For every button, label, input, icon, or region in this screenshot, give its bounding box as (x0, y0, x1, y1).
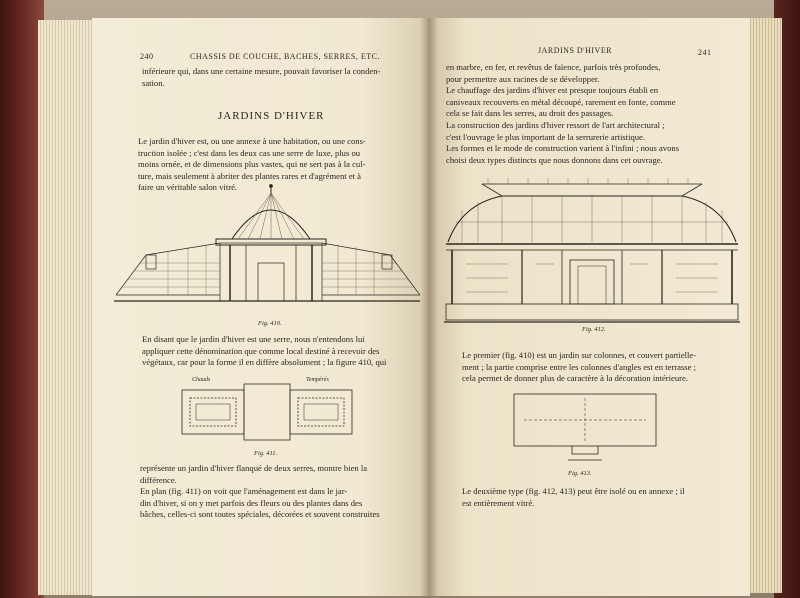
text-line: Le deuxième type (fig. 412, 413) peut être isolé ou en annexe ; il (462, 486, 685, 496)
plan-label-chauds: Chauds (192, 377, 211, 383)
left-running-head: CHASSIS DE COUCHE, BACHES, SERRES, ETC. (190, 52, 380, 61)
text-line: moins ornée, et de dimensions plus vastes, qui ne sert pas à la cul- (138, 159, 366, 170)
floor-plan-fig413 (510, 390, 660, 466)
text-line: din d'hiver, si on y met parfois des fleurs ou des plantes dans des (140, 497, 363, 508)
fig411-caption: Fig. 411. (254, 450, 278, 457)
right-page (428, 18, 750, 596)
section-title: JARDINS D'HIVER (218, 110, 325, 122)
text-line: c'est l'ouvrage le plus important de la serrurerie artistique. (446, 131, 646, 142)
text-line: Le chauffage des jardins d'hiver est presque toujours établi en (446, 85, 659, 96)
floor-plan-fig411 (180, 376, 356, 448)
text-line: végétaux, car pour la forme il en diffère absolument ; la figure 410, qui (142, 357, 387, 368)
fig410-caption: Fig. 410. (258, 320, 282, 327)
fig413-caption: Fig. 413. (568, 470, 592, 477)
plan-label-temperes: Tempérés (306, 377, 329, 383)
text-line: pour permettre aux racines de se développer. (446, 73, 600, 84)
right-running-head: JARDINS D'HIVER (538, 46, 613, 55)
text-line: représente un jardin d'hiver flanqué de deux serres, montre bien la (140, 463, 368, 473)
fig412-caption: Fig. 412. (582, 326, 606, 333)
right-paragraph-2 (462, 350, 738, 385)
left-page-number: 240 (140, 52, 154, 61)
text-line: En disant que le jardin d'hiver est une serre, nous n'entendons lui (142, 334, 365, 344)
text-line: choisi deux types distincts que nous donnons dans cet ouvrage. (446, 154, 663, 165)
left-intro (142, 66, 417, 89)
text-line: inférieure qui, dans une certaine mesure, pouvait favoriser la conden- (142, 66, 381, 76)
text-line: bâches, celles-ci sont toutes spéciales, décorées et souvent construites (140, 509, 380, 520)
text-line: faire un véritable salon vitré. (138, 182, 238, 193)
text-line: appliquer cette dénomination que comme local destiné à recevoir des (142, 345, 380, 356)
greenhouse-engraving-fig412 (442, 174, 742, 336)
page-edges-right (748, 18, 782, 593)
text-line: cela se fait dans les serres, au droit des passages. (446, 108, 614, 119)
text-line: en marbre, en fer, et revêtus de faïence, parfois très profondes, (446, 62, 661, 72)
left-paragraph-2 (142, 334, 420, 369)
page-edges-left (38, 20, 98, 595)
right-paragraph-3 (462, 486, 738, 509)
left-page (92, 18, 428, 596)
text-line: ment ; la partie comprise entre les colonnes d'angles est en terrasse ; (462, 361, 696, 372)
text-line: caniveaux recouverts en métal découpé, rarement en fonte, comme (446, 96, 676, 107)
text-line: Le premier (fig. 410) est un jardin sur colonnes, et couvert partielle- (462, 350, 697, 360)
text-line: ture, mais seulement à abriter des plantes rares et d'agrément et à (138, 170, 361, 181)
text-line: est entièrement vitré. (462, 497, 535, 508)
book-gutter (420, 18, 438, 596)
right-page-number: 241 (698, 48, 712, 57)
left-paragraph-3 (140, 463, 420, 521)
right-paragraph-1 (446, 62, 728, 166)
text-line: Les formes et le mode de construction varient à l'infini ; nous avons (446, 143, 680, 154)
text-line: truction isolée ; c'est dans les deux cas une serre de luxe, plus ou (138, 147, 361, 158)
text-line: Le jardin d'hiver est, ou une annexe à une habitation, ou une cons- (138, 136, 366, 146)
text-line: sation. (142, 77, 165, 88)
text-line: En plan (fig. 411) on voit que l'aménagement est dans le jar- (140, 486, 348, 497)
text-line: différence. (140, 474, 177, 485)
text-line: La construction des jardins d'hiver ressort de l'art architectural ; (446, 119, 665, 130)
greenhouse-engraving-fig410 (108, 183, 428, 318)
text-line: cela permet de donner plus de caractère à la décoration intérieure. (462, 373, 688, 384)
